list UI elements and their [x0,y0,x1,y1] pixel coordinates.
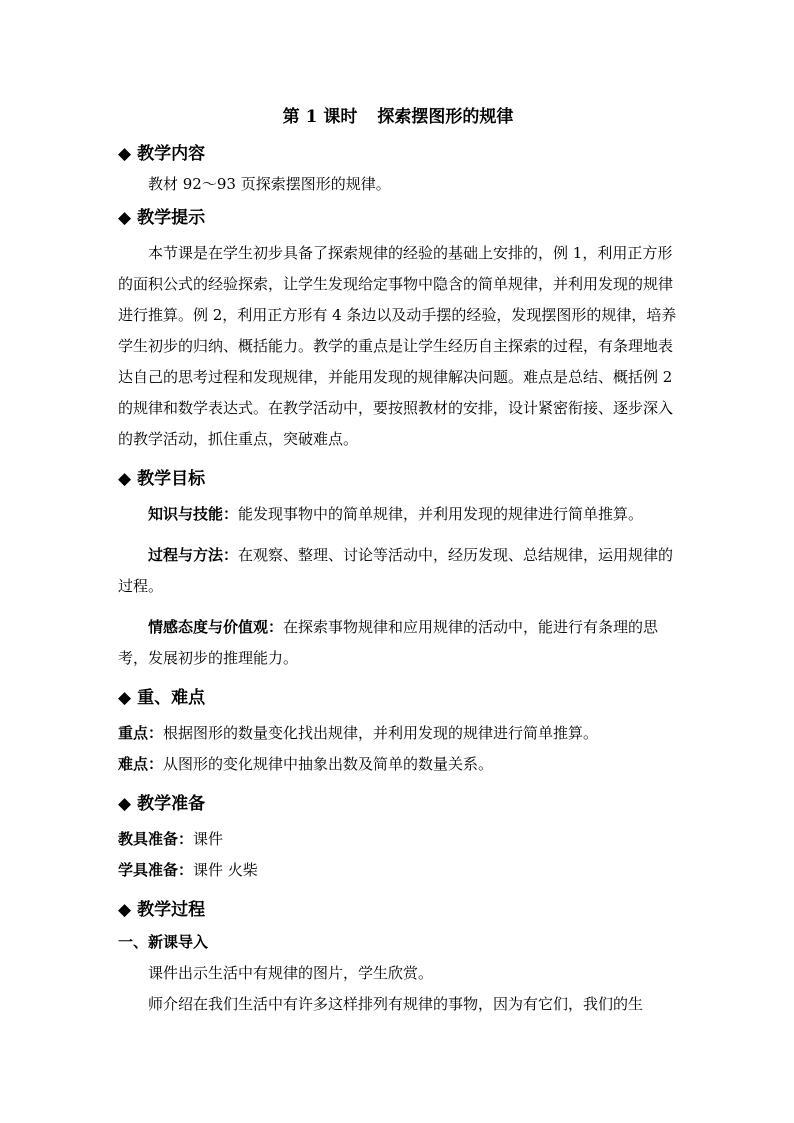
section-heading-prep: ◆ 教学准备 [118,794,206,814]
diamond-bullet-icon: ◆ [118,208,132,228]
lesson-topic: 探索摆图形的规律 [377,107,514,127]
goal-attitude: 情感态度与价值观：在探索事物规律和应用规律的活动中，能进行有条理的思考，发展初步的推理能力。 [118,618,659,667]
diamond-bullet-icon: ◆ [118,688,132,708]
diamond-bullet-icon: ◆ [118,900,132,920]
key-point: 重点：根据图形的数量变化找出规律，并利用发现的规律进行简单推算。 [118,724,599,742]
section-heading-process: ◆ 教学过程 [118,900,206,920]
process-paragraph: 师介绍在我们生活中有许多这样排列有规律的事物，因为有它们，我们的生 [148,995,644,1013]
lesson-plan-page [118,96,678,1020]
process-paragraph: 课件出示生活中有规律的图片，学生欣赏。 [148,964,434,982]
section-heading-content: ◆ 教学内容 [118,144,206,164]
diamond-bullet-icon: ◆ [118,794,132,814]
diamond-bullet-icon: ◆ [118,144,132,164]
lesson-number: 第 1 课时 [282,107,358,127]
diamond-bullet-icon: ◆ [118,469,132,489]
section-heading-hints: ◆ 教学提示 [118,208,206,228]
difficult-point: 难点：从图形的变化规律中抽象出数及简单的数量关系。 [118,755,494,773]
hints-text: 本节课是在学生初步具备了探索规律的经验的基础上安排的，例 1，利用正方形的面积公式的经验探索，让学生发现给定事物中隐含的简单规律，并利用发现的规律进行推算。例 2，利用正方形有 4 条边以及动手摆的经验，发现摆图形的规律，培养学生初步的归纳、概括能力。教学的重点是让学生经历自主探索的过程，有条理地表达自己的思考过程和发现规律，并能用发现的规律解决问题。难点是总结、概括例 2 的规律和数学表达式。在教学活动中，要按照教材的安排，设计紧密衔接、逐步深入的教学活动，抓住重点，突破难点。 [118,244,677,448]
sub-heading-intro: 一、新课导入 [118,933,209,951]
goal-knowledge: 知识与技能：能发现事物中的简单规律，并利用发现的规律进行简单推算。 [148,505,644,523]
content-text: 教材 92～93 页探索摆图形的规律。 [148,175,391,193]
section-heading-goals: ◆ 教学目标 [118,469,206,489]
page-title [118,106,678,128]
section-heading-keypoints: ◆ 重、难点 [118,688,206,708]
goal-process: 过程与方法：在观察、整理、讨论等活动中，经历发现、总结规律，运用规律的过程。 [118,546,674,595]
teacher-prep: 教具准备：课件 [118,830,224,848]
student-prep: 学具准备：课件 火柴 [118,861,258,879]
